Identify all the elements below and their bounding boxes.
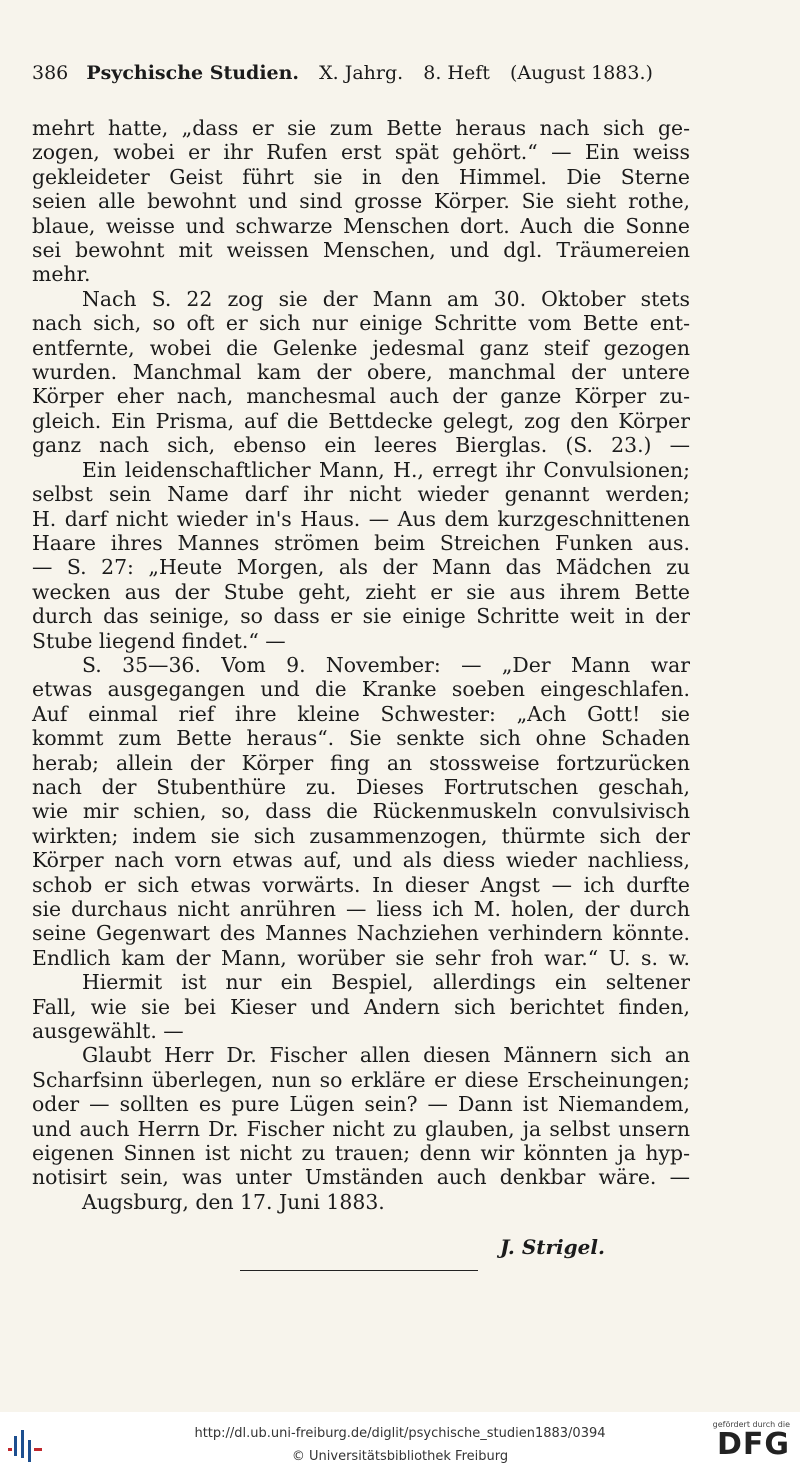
- copyright-notice: © Universitätsbibliothek Freiburg: [291, 1449, 509, 1464]
- text-line: notisirt sein, was unter Umständen auch denkbar wäre. —: [32, 1165, 690, 1190]
- text-line: Haare ihres Mannes strömen beim Streichen Funken aus.: [32, 530, 690, 555]
- viewer-footer: [0, 1412, 800, 1472]
- author-signature: J. Strigel.: [500, 1235, 605, 1259]
- text-line: wurden. Manchmal kam der obere, manchmal der untere: [32, 360, 690, 385]
- section-divider: [240, 1270, 478, 1271]
- text-line: Ein leidenschaftlicher Mann, H., erregt ihr Convulsionen;: [82, 457, 690, 482]
- text-line: nach sich, so oft er sich nur einige Schritte vom Bette ent-: [32, 311, 690, 336]
- text-line: gekleideter Geist führt sie in den Himmel. Die Sterne: [32, 164, 690, 189]
- text-line: herab; allein der Körper fing an stossweise fortzurücken: [32, 750, 690, 775]
- text-line: Augsburg, den 17. Juni 1883.: [82, 1189, 385, 1214]
- dfg-wordmark: DFG: [716, 1427, 790, 1462]
- issue-label: 8. Heft: [423, 62, 490, 84]
- text-line: ganz nach sich, ebenso ein leeres Bierglas. (S. 23.) —: [32, 433, 690, 458]
- text-line: Glaubt Herr Dr. Fischer allen diesen Männern sich an: [82, 1043, 690, 1068]
- journal-title: Psychische Studien.: [86, 62, 300, 84]
- text-line: seien alle bewohnt und sind grosse Körper. Sie sieht rothe,: [32, 189, 690, 214]
- text-line: sie durchaus nicht anrühren — liess ich M. holen, der durch: [32, 897, 690, 921]
- text-line: entfernte, wobei die Gelenke jedesmal ganz steif gezogen: [32, 335, 690, 360]
- text-line: wecken aus der Stube geht, zieht er sie aus ihrem Bette: [32, 579, 690, 604]
- text-line: selbst sein Name darf ihr nicht wieder genannt werden;: [32, 482, 690, 507]
- text-line: mehr.: [32, 262, 91, 287]
- text-line: wie mir schien, so, dass die Rückenmuskeln convulsivisch: [32, 799, 690, 824]
- text-line: schob er sich etwas vorwärts. In dieser Angst — ich durfte: [32, 872, 690, 897]
- text-line: und auch Herrn Dr. Fischer nicht zu glauben, ja selbst unsern: [32, 1116, 690, 1141]
- text-line: Hiermit ist nur ein Bespiel, allerdings ein seltener: [82, 970, 690, 995]
- text-line: Stube liegend findet.“ —: [32, 628, 286, 653]
- text-line: zogen, wobei er ihr Rufen erst spät gehört.“ — Ein weiss: [32, 140, 690, 165]
- article-body: [32, 116, 690, 1214]
- text-line: Auf einmal rief ihre kleine Schwester: „Ach Gott! sie: [32, 701, 690, 726]
- text-line: sei bewohnt mit weissen Menschen, und dgl. Träumereien: [32, 238, 690, 263]
- text-line: Nach S. 22 zog sie der Mann am 30. Oktober stets: [82, 286, 690, 311]
- text-line: seine Gegenwart des Mannes Nachziehen verhindern könnte.: [32, 921, 690, 946]
- text-line: kommt zum Bette heraus“. Sie senkte sich ohne Schaden: [32, 726, 690, 751]
- text-line: eigenen Sinnen ist nicht zu trauen; denn wir könnten ja hyp-: [32, 1141, 690, 1166]
- text-line: Fall, wie sie bei Kieser und Andern sich berichtet finden,: [32, 994, 690, 1019]
- text-line: Scharfsinn überlegen, nun so erkläre er diese Erscheinungen;: [32, 1067, 690, 1092]
- running-header: [32, 62, 752, 84]
- text-line: H. darf nicht wieder in's Haus. — Aus dem kurzgeschnittenen: [32, 506, 690, 531]
- text-line: ausgewählt. —: [32, 1019, 184, 1044]
- text-line: Körper nach vorn etwas auf, und als diess wieder nachliess,: [32, 848, 690, 873]
- text-line: oder — sollten es pure Lügen sein? — Dann ist Niemandem,: [32, 1092, 690, 1117]
- dfg-caption: gefördert durch die: [712, 1420, 790, 1429]
- text-line: wirkten; indem sie sich zusammenzogen, thürmte sich der: [32, 823, 690, 848]
- permalink-url[interactable]: http://dl.ub.uni-freiburg.de/diglit/psychische_studien1883/0394: [194, 1426, 606, 1441]
- dfg-logo-icon: [708, 1420, 790, 1468]
- text-line: Endlich kam der Mann, worüber sie sehr froh war.“ U. s. w.: [32, 945, 690, 970]
- text-line: gleich. Ein Prisma, auf die Bettdecke gelegt, zog den Körper: [32, 408, 690, 433]
- text-line: mehrt hatte, „dass er sie zum Bette heraus nach sich ge-: [32, 116, 690, 140]
- text-line: etwas ausgegangen und die Kranke soeben eingeschlafen.: [32, 677, 690, 702]
- page-number: 386: [32, 62, 69, 84]
- text-line: blaue, weisse und schwarze Menschen dort. Auch die Sonne: [32, 213, 690, 238]
- text-line: durch das seinige, so dass er sie einige Schritte weit in der: [32, 604, 690, 629]
- text-line: S. 35—36. Vom 9. November: — „Der Mann war: [82, 652, 690, 677]
- volume-label: X. Jahrg.: [319, 62, 404, 84]
- text-line: nach der Stubenthüre zu. Dieses Fortrutschen geschah,: [32, 774, 690, 799]
- text-line: Körper eher nach, manchesmal auch der ganze Körper zu-: [32, 384, 690, 409]
- text-line: — S. 27: „Heute Morgen, als der Mann das Mädchen zu: [32, 555, 690, 580]
- issue-date: (August 1883.): [509, 62, 653, 84]
